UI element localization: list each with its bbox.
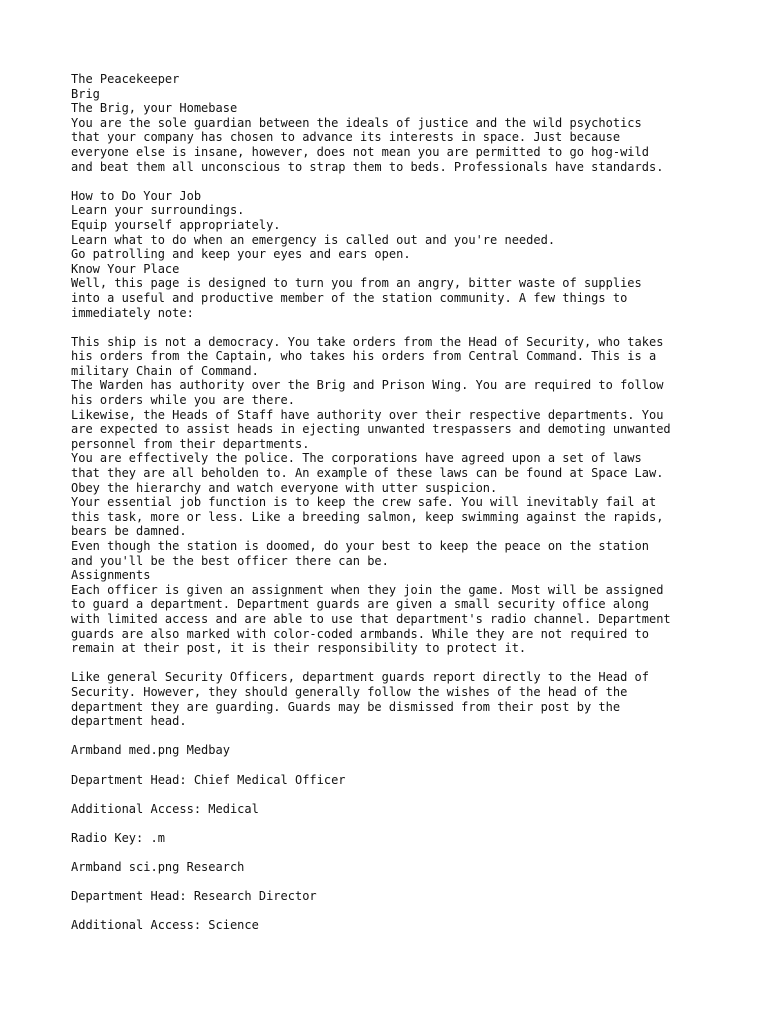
list-item: Learn your surroundings. [71,203,245,218]
blank-line [71,174,761,189]
subsection-heading: The Brig, your Homebase [71,101,238,116]
text-line: Like general Security Officers, department guards report directly to the Head of [71,670,649,685]
department-head: Department Head: Research Director [71,889,317,904]
section-heading: Know Your Place [71,261,180,276]
department-access: Additional Access: Medical [71,801,259,816]
text-line: department head. [71,714,187,729]
rules-section [71,335,761,656]
text-line: and beat them all unconscious to strap them to beds. Professionals have standards. [71,159,664,174]
blank-line [71,816,761,831]
department-head: Department Head: Chief Medical Officer [71,772,346,787]
text-line: that they are all beholden to. An example of these laws can be found at Space Law. [71,466,664,481]
blank-line [71,845,761,860]
text-line: Well, this page is designed to turn you from an angry, bitter waste of supplies [71,276,642,291]
section-heading: Brig [71,86,100,101]
text-line: Obey the hierarchy and watch everyone with utter suspicion. [71,480,498,495]
blank-line [71,758,761,773]
medbay-section [71,743,761,845]
text-line: guards are also marked with color-coded armbands. While they are not required to [71,626,649,641]
text-line: bears be damned. [71,524,187,539]
text-line: military Chain of Command. [71,363,259,378]
general-section [71,670,761,728]
blank-line [71,875,761,890]
text-line: Security. However, they should generally follow the wishes of the head of the [71,684,628,699]
text-line: everyone else is insane, however, does not mean you are permitted to go hog-wild [71,144,649,159]
document-title: The Peacekeeper [71,72,180,86]
text-line: You are the sole guardian between the ideals of justice and the wild psychotics [71,115,642,130]
text-line: personnel from their departments. [71,436,310,451]
blank-line [71,729,761,744]
department-title: Armband sci.png Research [71,860,245,875]
how-to-section [71,189,761,320]
text-line: department they are guarding. Guards may be dismissed from their post by the [71,699,621,714]
text-line: that your company has chosen to advance its interests in space. Just because [71,130,621,145]
list-item: Equip yourself appropriately. [71,217,281,232]
department-radio-key: Radio Key: .m [71,830,165,845]
blank-line [71,320,761,335]
text-line: this task, more or less. Like a breeding salmon, keep swimming against the rapids, [71,509,664,524]
list-item: Learn what to do when an emergency is called out and you're needed. [71,232,556,247]
text-line: are expected to assist heads in ejecting unwanted trespassers and demoting unwanted [71,422,671,437]
blank-line [71,904,761,919]
blank-line [71,656,761,671]
text-line: The Warden has authority over the Brig and Prison Wing. You are required to follow [71,378,664,393]
text-line: into a useful and productive member of the station community. A few things to [71,290,628,305]
text-line: his orders from the Captain, who takes his orders from Central Command. This is a [71,349,657,364]
list-item: Go patrolling and keep your eyes and ears open. [71,247,411,262]
department-title: Armband med.png Medbay [71,743,230,758]
text-line: with limited access and are able to use that department's radio channel. Department [71,611,671,626]
text-line: his orders while you are there. [71,393,295,408]
text-line: Your essential job function is to keep the crew safe. You will inevitably fail at [71,495,657,510]
text-line: to guard a department. Department guards are given a small security office along [71,597,649,612]
text-line: remain at their post, it is their responsibility to protect it. [71,641,527,656]
text-line: Even though the station is doomed, do your best to keep the peace on the station [71,539,649,553]
intro-section [71,72,761,174]
text-line: Each officer is given an assignment when they join the game. Most will be assigned [71,582,664,597]
text-line: immediately note: [71,305,194,320]
text-line: and you'll be the best officer there can be. [71,553,389,568]
text-line: This ship is not a democracy. You take orders from the Head of Security, who takes [71,334,664,349]
blank-line [71,787,761,802]
text-line: Likewise, the Heads of Staff have authority over their respective departments. You [71,407,664,422]
section-heading: How to Do Your Job [71,188,202,203]
section-heading: Assignments [71,568,151,583]
research-section [71,860,761,933]
text-line: You are effectively the police. The corporations have agreed upon a set of laws [71,451,642,466]
document-page [71,72,761,933]
department-access: Additional Access: Science [71,918,259,933]
